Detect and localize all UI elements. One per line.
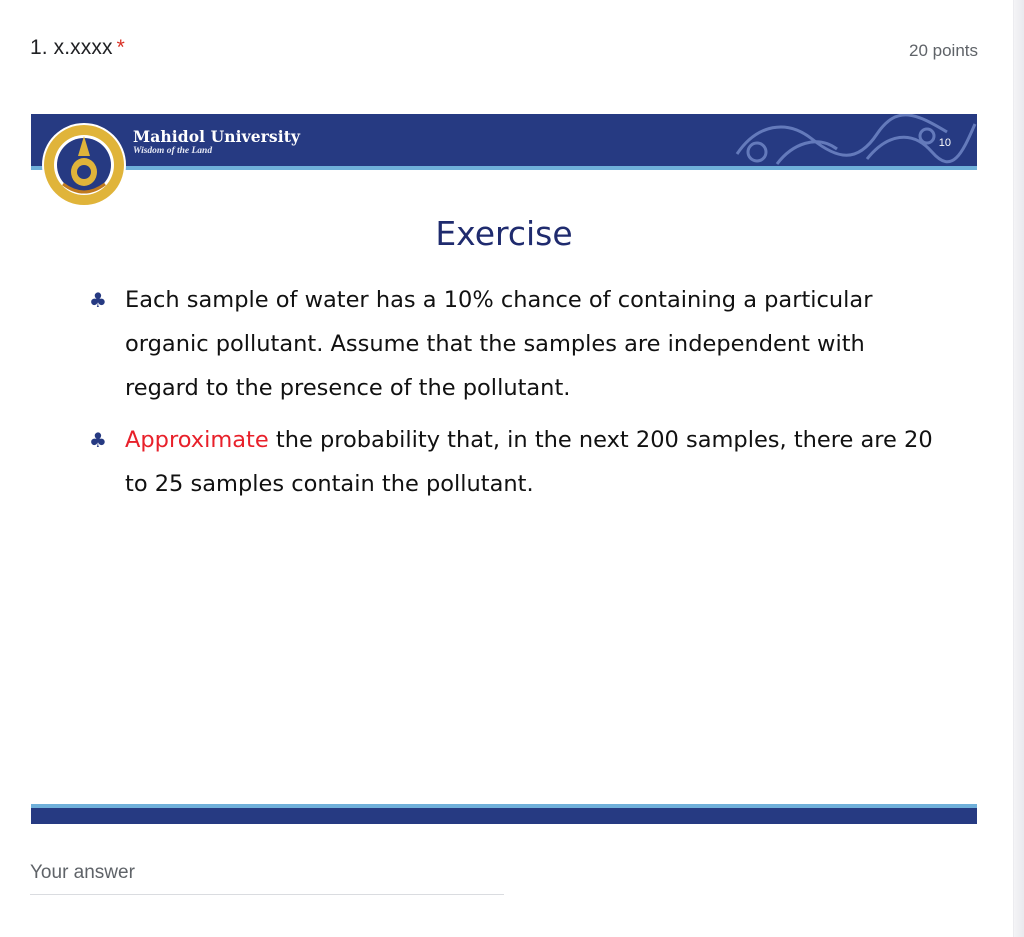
- question-title-text: 1. x.xxxx: [30, 36, 113, 59]
- university-seal-icon: [41, 122, 127, 208]
- university-name: Mahidol University: [133, 127, 301, 146]
- answer-field[interactable]: [30, 856, 504, 895]
- club-icon: ♣: [89, 288, 107, 312]
- slide-bullet-list: [87, 278, 937, 514]
- university-tagline: Wisdom of the Land: [133, 146, 213, 156]
- slide-title: Exercise: [435, 214, 573, 253]
- required-asterisk: *: [116, 36, 125, 59]
- question-title: [30, 36, 125, 60]
- slide-header-line: [31, 166, 977, 170]
- bullet-text: Each sample of water has a 10% chance of containing a particular organic pollutant. Assume that the samples are independent with regard to the presence of the pollutant.: [125, 287, 873, 401]
- question-header: [30, 36, 978, 66]
- bullet-text: the probability that, in the next 200 samples, there are 20 to 25 samples contain the pollutant.: [125, 427, 933, 497]
- scrollbar[interactable]: [1013, 0, 1024, 937]
- answer-input[interactable]: [30, 856, 504, 890]
- slide-bullet: [87, 278, 937, 410]
- slide-number: 10: [938, 137, 951, 149]
- question-slide-image: [31, 114, 977, 824]
- club-icon: ♣: [89, 428, 107, 452]
- question-points: 20 points: [909, 41, 978, 60]
- slide-footer-band: [31, 808, 977, 824]
- slide-bullet: [87, 418, 937, 506]
- bullet-highlight: Approximate: [125, 427, 269, 453]
